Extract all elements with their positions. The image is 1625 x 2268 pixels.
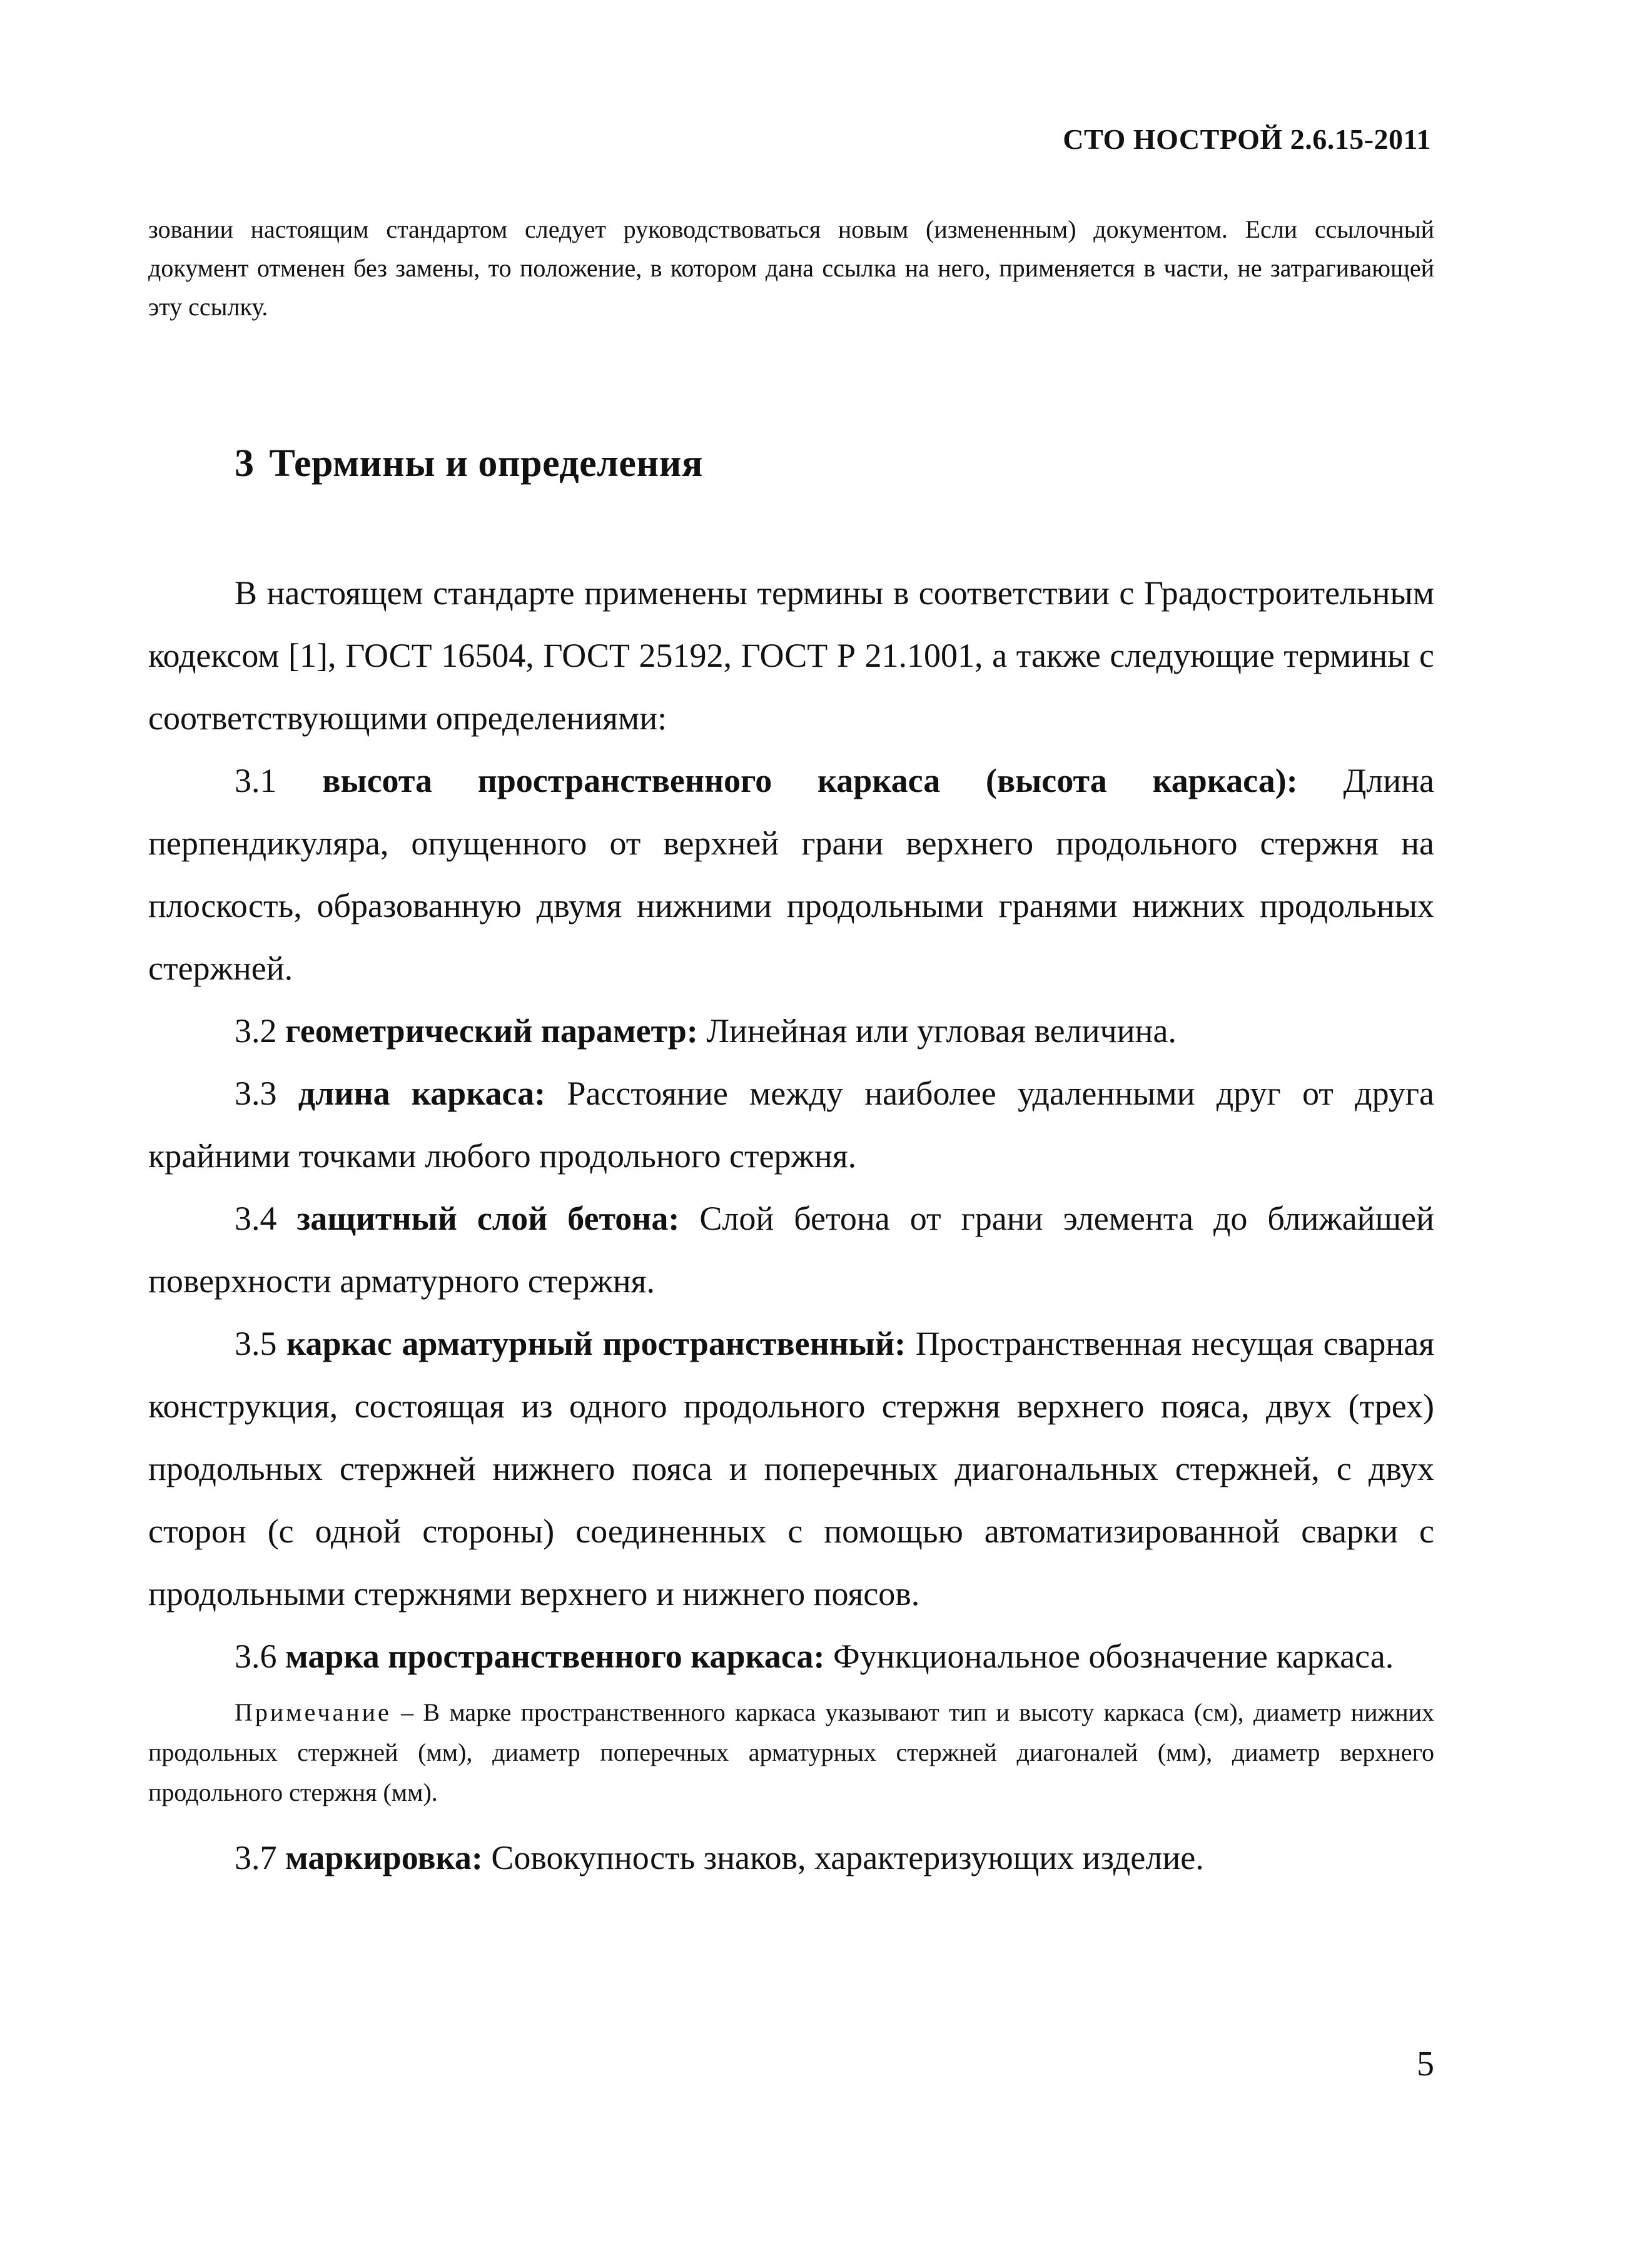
term-number: 3.4 <box>235 1200 277 1237</box>
term-3-3 <box>148 1062 1434 1187</box>
term-number: 3.3 <box>235 1075 277 1112</box>
term-name: защитный слой бетона: <box>296 1200 680 1237</box>
term-number: 3.7 <box>235 1839 277 1876</box>
section-number: 3 <box>235 442 255 485</box>
term-name: высота пространственного каркаса (высота каркаса): <box>322 762 1298 799</box>
term-number: 3.1 <box>235 762 277 799</box>
note-paragraph <box>148 1693 1434 1813</box>
section-body <box>148 562 1434 1889</box>
term-3-5 <box>148 1312 1434 1625</box>
term-number: 3.2 <box>235 1012 277 1050</box>
term-3-1 <box>148 749 1434 1000</box>
term-3-4 <box>148 1187 1434 1312</box>
term-number: 3.6 <box>235 1638 277 1675</box>
term-name: геометрический параметр: <box>285 1012 698 1050</box>
section-heading <box>235 442 703 486</box>
note-text: – В марке пространственного каркаса указывают тип и высоту каркаса (см), диаметр нижних продольных стержней (мм), диаметр поперечных арматурных стержней диагоналей (мм), диаметр верхнего продольного стержня (мм). <box>148 1698 1435 1806</box>
term-3-2 <box>148 1000 1434 1062</box>
term-definition: Слой бетона от грани элемента до ближайшей поверхности арматурного стержня. <box>148 1200 1435 1300</box>
page-number: 5 <box>1417 2045 1434 2083</box>
term-definition: Функциональное обозначение каркаса. <box>833 1638 1394 1675</box>
term-number: 3.5 <box>235 1325 277 1362</box>
document-code-header: СТО НОСТРОЙ 2.6.15-2011 <box>1063 123 1431 155</box>
term-name: марка пространственного каркаса: <box>285 1638 825 1675</box>
term-3-7 <box>148 1826 1434 1889</box>
term-definition: Пространственная несущая сварная конструкция, состоящая из одного продольного стержня верхнего пояса, двух (трех) продольных стержней нижнего пояса и поперечных диагональных стержней, с двух сторон (с одной стороны) соединенных с помощью автоматизированной сварки с продольными стержнями верхнего и нижнего поясов. <box>148 1325 1435 1612</box>
intro-paragraph: зовании настоящим стандартом следует руководствоваться новым (измененным) документом. Если ссылочный документ отменен без замены, то положение, в котором дана ссылка на него, применяется в части, не затрагивающей эту ссылку. <box>148 215 1434 321</box>
section-intro-paragraph: В настоящем стандарте применены термины в соответствии с Градостроительным кодексом [1], ГОСТ 16504, ГОСТ 25192, ГОСТ Р 21.1001, а также следующие термины с соответствующими определениями: <box>148 574 1434 737</box>
note-label: Примечание <box>235 1698 392 1726</box>
term-definition: Линейная или угловая величина. <box>706 1012 1177 1050</box>
term-name: каркас арматурный пространственный: <box>286 1325 906 1362</box>
section-title: Термины и определения <box>269 442 703 485</box>
term-name: маркировка: <box>285 1839 483 1876</box>
term-3-6 <box>148 1625 1434 1688</box>
term-name: длина каркаса: <box>298 1075 546 1112</box>
term-definition: Расстояние между наиболее удаленными друг от друга крайними точками любого продольного стержня. <box>148 1075 1435 1175</box>
term-definition: Длина перпендикуляра, опущенного от верхней грани верхнего продольного стержня на плоскость, образованную двумя нижними продольными гранями нижних продольных стержней. <box>148 762 1434 987</box>
term-definition: Совокупность знаков, характеризующих изделие. <box>491 1839 1204 1876</box>
